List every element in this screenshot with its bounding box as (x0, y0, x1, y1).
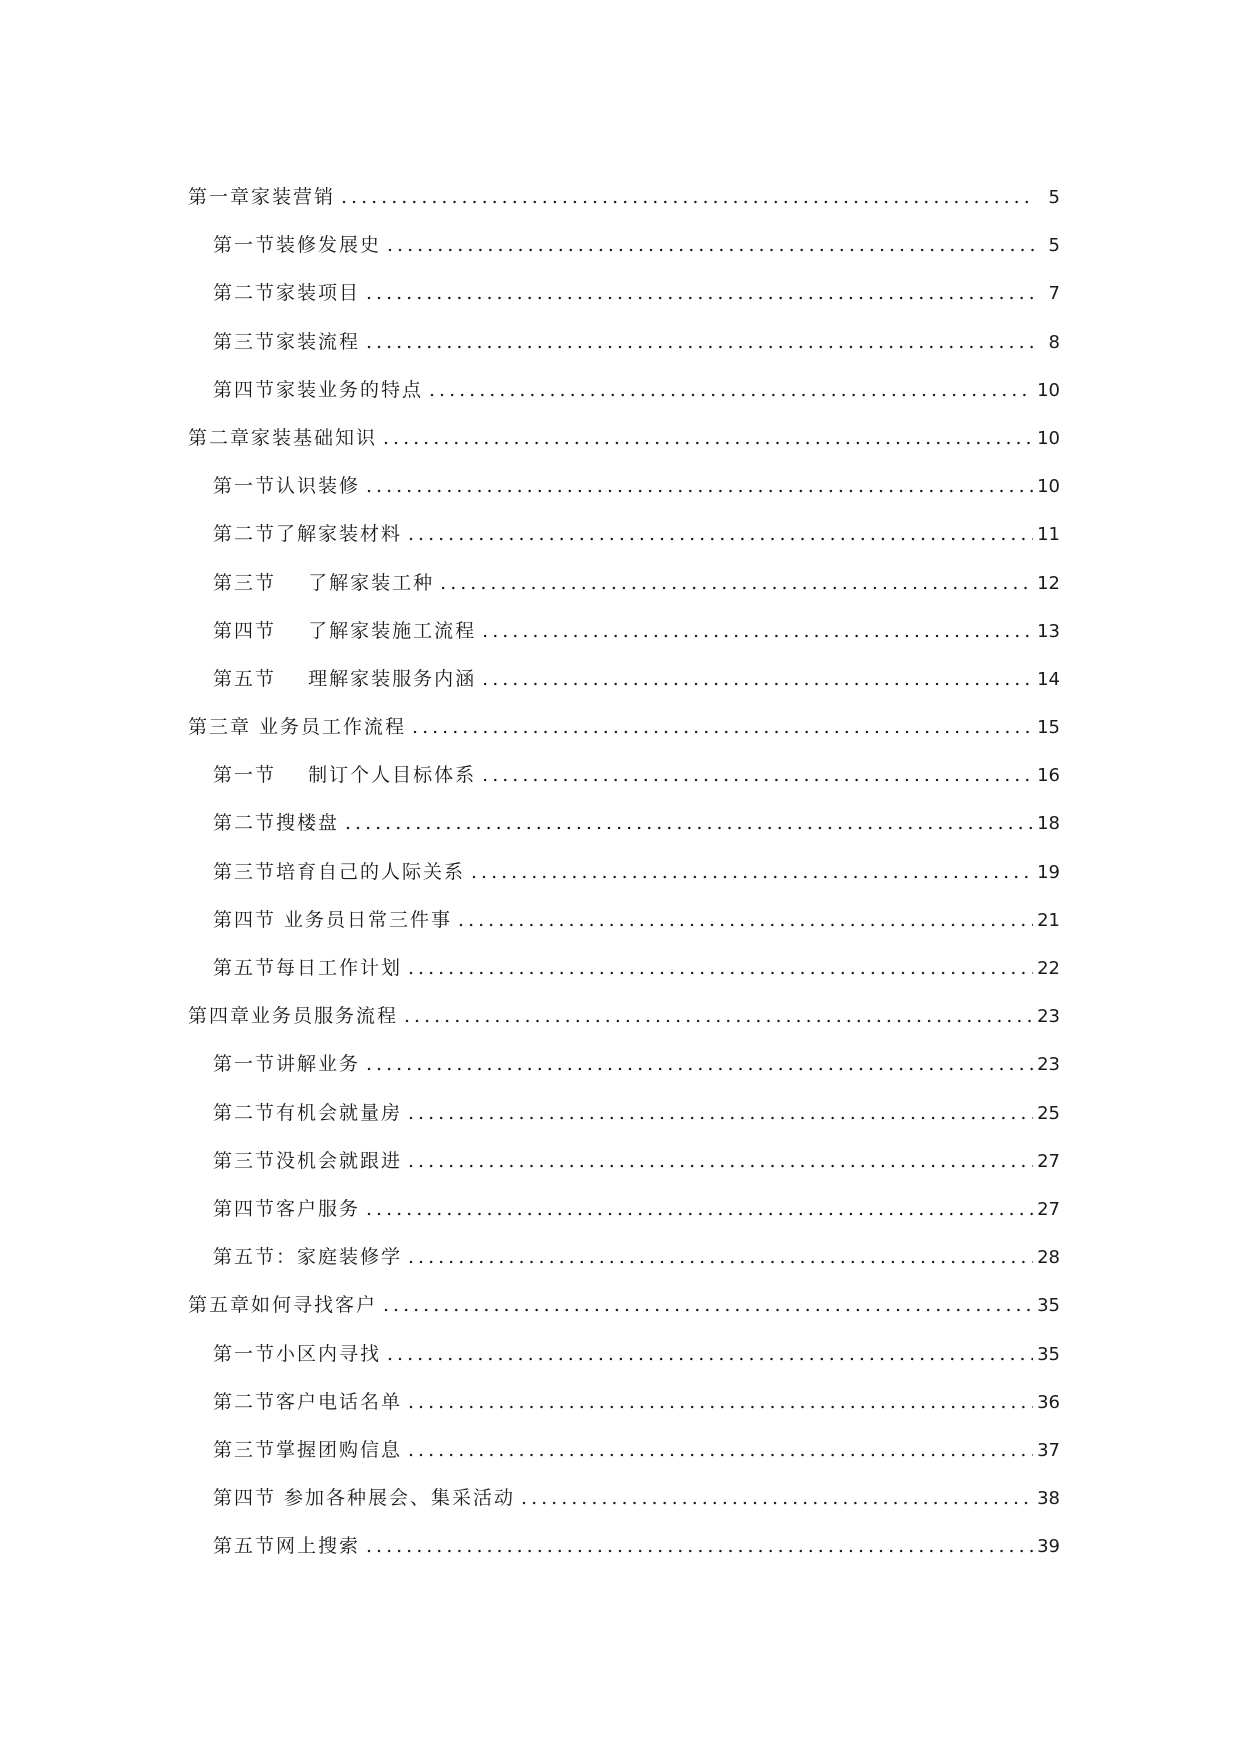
toc-entry-title: 第五节每日工作计划 (213, 957, 403, 979)
toc-leader (408, 957, 1033, 979)
toc-leader (408, 1246, 1033, 1268)
toc-entry[interactable] (188, 471, 1060, 519)
toc-entry-title: 第二节家装项目 (213, 282, 361, 305)
toc-entry[interactable] (188, 1339, 1060, 1387)
toc-entry[interactable] (188, 1001, 1060, 1049)
toc-entry-page: 39 (1037, 1536, 1060, 1558)
toc-entry-page: 27 (1037, 1198, 1060, 1220)
toc-leader (408, 1391, 1033, 1413)
toc-entry[interactable] (188, 278, 1060, 326)
toc-leader (482, 620, 1033, 642)
toc-entry-page: 21 (1037, 909, 1060, 931)
toc-entry-page: 11 (1037, 524, 1060, 546)
toc-entry[interactable] (188, 1242, 1060, 1290)
toc-entry-title: 第二节有机会就量房 (213, 1101, 403, 1124)
toc-entry-page: 19 (1037, 861, 1060, 883)
toc-entry-title: 第五章如何寻找客户 (188, 1294, 378, 1317)
toc-entry-page: 7 (1048, 283, 1060, 305)
toc-entry[interactable] (188, 375, 1060, 423)
toc-entry-page: 37 (1037, 1439, 1060, 1461)
toc-leader (482, 668, 1033, 690)
toc-entry-page: 28 (1037, 1247, 1060, 1269)
toc-leader (482, 764, 1033, 786)
toc-entry-page: 23 (1037, 1054, 1060, 1076)
toc-entry-page: 18 (1037, 813, 1060, 835)
toc-entry-title: 第二节客户电话名单 (213, 1390, 403, 1413)
toc-leader (345, 812, 1033, 834)
toc-entry-title: 第五节网上搜索 (213, 1535, 361, 1558)
toc-leader (408, 523, 1033, 545)
toc-entry[interactable] (188, 1049, 1060, 1097)
toc-entry-title: 第一节 制订个人目标体系 (213, 764, 477, 787)
toc-leader (366, 1535, 1033, 1557)
toc-leader (366, 282, 1034, 304)
toc-entry-title: 第三节没机会就跟进 (213, 1149, 403, 1172)
toc-entry-title: 第一节装修发展史 (213, 234, 382, 257)
toc-entry-title: 第一节讲解业务 (213, 1053, 361, 1076)
toc-entry-page: 25 (1037, 1102, 1060, 1124)
toc-entry[interactable] (188, 1290, 1060, 1338)
toc-entry[interactable] (188, 664, 1060, 712)
toc-entry[interactable] (188, 182, 1060, 230)
toc-entry-page: 36 (1037, 1391, 1060, 1413)
toc-entry-page: 35 (1037, 1343, 1060, 1365)
toc-leader (341, 186, 1034, 208)
toc-entry-title: 第三节家装流程 (213, 330, 361, 353)
toc-entry-title: 第五节：家庭装修学 (213, 1246, 403, 1269)
toc-entry[interactable] (188, 1146, 1060, 1194)
toc-entry[interactable] (188, 1387, 1060, 1435)
toc-entry-page: 12 (1037, 572, 1060, 594)
toc-entry[interactable] (188, 327, 1060, 375)
toc-entry[interactable] (188, 1483, 1060, 1531)
table-of-contents (188, 182, 1060, 1579)
toc-leader (412, 716, 1033, 738)
toc-leader (404, 1005, 1033, 1027)
toc-entry-title: 第一章家装营销 (188, 186, 336, 208)
toc-entry-title: 第四节客户服务 (213, 1197, 361, 1220)
toc-leader (440, 572, 1033, 594)
toc-entry[interactable] (188, 423, 1060, 471)
toc-entry[interactable] (188, 230, 1060, 278)
toc-entry-title: 第一节小区内寻找 (213, 1342, 382, 1365)
toc-entry-page: 27 (1037, 1150, 1060, 1172)
toc-entry[interactable] (188, 568, 1060, 616)
toc-entry-title: 第一节认识装修 (213, 475, 361, 498)
toc-leader (366, 1198, 1033, 1220)
toc-entry[interactable] (188, 760, 1060, 808)
toc-entry-title: 第二节了解家装材料 (213, 523, 403, 546)
toc-entry-page: 5 (1048, 187, 1060, 208)
toc-entry-page: 35 (1037, 1295, 1060, 1317)
toc-entry-title: 第四节家装业务的特点 (213, 378, 424, 401)
toc-leader (366, 1053, 1033, 1075)
toc-entry-title: 第三节 了解家装工种 (213, 571, 435, 594)
toc-leader (383, 427, 1033, 449)
toc-leader (366, 331, 1034, 353)
toc-entry[interactable] (188, 1435, 1060, 1483)
toc-entry-title: 第二章家装基础知识 (188, 426, 378, 449)
toc-entry[interactable] (188, 1194, 1060, 1242)
toc-entry-title: 第三章 业务员工作流程 (188, 716, 407, 739)
toc-entry-title: 第三节掌握团购信息 (213, 1438, 403, 1461)
toc-leader (366, 475, 1033, 497)
toc-entry[interactable] (188, 519, 1060, 567)
toc-leader (408, 1150, 1033, 1172)
toc-leader (387, 1343, 1033, 1365)
toc-entry-page: 38 (1037, 1488, 1060, 1510)
toc-entry-page: 15 (1037, 717, 1060, 739)
toc-entry-page: 13 (1037, 620, 1060, 642)
toc-entry[interactable] (188, 712, 1060, 760)
toc-entry-page: 10 (1037, 379, 1060, 401)
toc-entry-title: 第五节 理解家装服务内涵 (213, 667, 477, 690)
toc-entry-page: 22 (1037, 958, 1060, 979)
toc-entry-page: 10 (1037, 427, 1060, 449)
toc-entry[interactable] (188, 616, 1060, 664)
toc-entry[interactable] (188, 1531, 1060, 1579)
toc-entry-title: 第四节 业务员日常三件事 (213, 908, 453, 931)
toc-entry-title: 第三节培育自己的人际关系 (213, 860, 466, 883)
toc-leader (408, 1439, 1033, 1461)
toc-entry[interactable] (188, 808, 1060, 856)
toc-entry-page: 5 (1048, 235, 1060, 257)
toc-entry[interactable] (188, 905, 1060, 953)
toc-leader (429, 379, 1033, 401)
toc-entry-page: 10 (1037, 476, 1060, 498)
toc-entry-page: 23 (1037, 1006, 1060, 1028)
toc-entry-title: 第四节 了解家装施工流程 (213, 619, 477, 642)
toc-leader (387, 234, 1034, 256)
toc-entry[interactable] (188, 1098, 1060, 1146)
toc-leader (408, 1102, 1033, 1124)
toc-entry-title: 第四节 参加各种展会、集采活动 (213, 1487, 516, 1510)
toc-entry-page: 16 (1037, 765, 1060, 787)
toc-entry[interactable] (188, 857, 1060, 905)
toc-leader (521, 1487, 1033, 1509)
toc-leader (471, 861, 1033, 883)
toc-leader (458, 909, 1033, 931)
toc-entry-page: 8 (1048, 331, 1060, 353)
toc-leader (383, 1294, 1033, 1316)
toc-entry-title: 第四章业务员服务流程 (188, 1005, 399, 1028)
toc-entry[interactable] (188, 953, 1060, 1001)
toc-entry-page: 14 (1037, 668, 1060, 690)
toc-entry-title: 第二节搜楼盘 (213, 812, 340, 835)
